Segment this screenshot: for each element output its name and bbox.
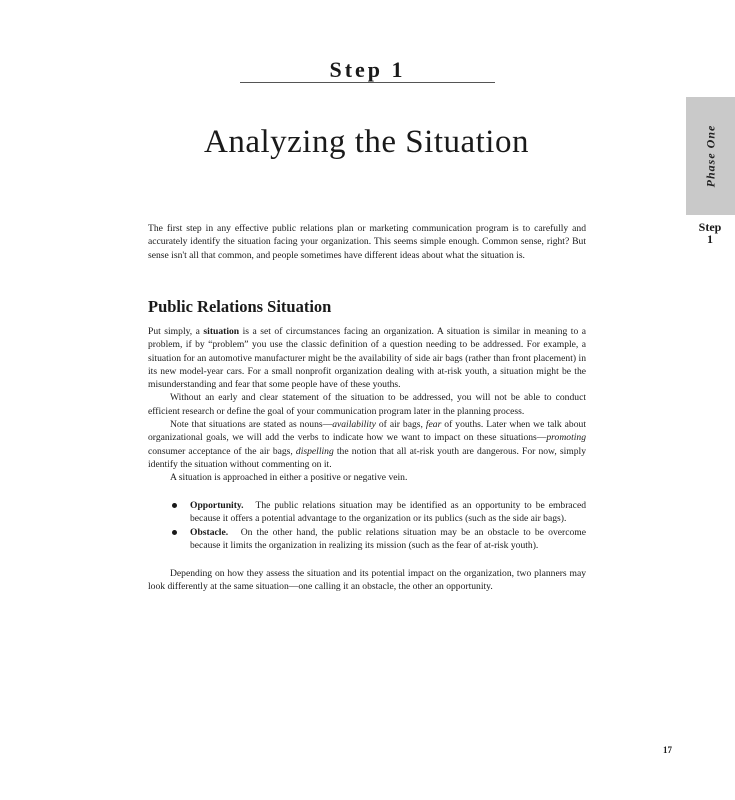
emphasis: dispelling: [295, 445, 334, 457]
side-step-marker: [688, 221, 732, 245]
emphasis: availability: [332, 419, 376, 431]
text-run: consumer acceptance of the air bags,: [148, 445, 296, 457]
text-run: Put simply, a: [148, 326, 204, 337]
intro-section: [148, 222, 586, 262]
step-heading-rule: [240, 82, 495, 83]
side-step-word: Step: [698, 220, 722, 234]
bullet-text: On the other hand, the public relations situation may be an obstacle to be overcome because it limits the organization in realizing its mission (such as the fear of at-risk youth).: [190, 527, 587, 552]
paragraph-conclusion: Depending on how they assess the situation and its potential impact on the organization, two planners may look differently at the same situation—one calling it an obstacle, the other an opportunity.: [148, 567, 586, 593]
bullet-icon: [172, 503, 177, 508]
list-item: [148, 526, 586, 553]
paragraph-nouns: [148, 418, 586, 471]
chapter-title: Analyzing the Situation: [204, 124, 529, 160]
text-run: of air bags,: [375, 419, 426, 431]
text-run: of youths. Later when we talk about organizational goals, we will add the verbs to indicate how we want to impact on these situations—: [148, 419, 586, 444]
paragraph-early-statement: Without an early and clear statement of the situation to be addressed, you will not be able to conduct efficient research or define the goal of your communication program later in the planning process.: [148, 392, 586, 417]
paragraph-definition: [148, 325, 586, 391]
bullet-lead: Opportunity.: [190, 499, 244, 511]
bullet-list: [148, 499, 586, 553]
defined-term: situation: [203, 326, 240, 337]
phase-label: Phase One: [703, 124, 717, 188]
bullet-text: The public relations situation may be identified as an opportunity to be embraced because it offers a potential advantage to the organization or its publics (such as the side air bags).: [190, 499, 586, 524]
bullet-lead: Obstacle.: [190, 527, 229, 539]
text-run: is a set of circumstances facing an organization. A situation is similar in meaning to a problem, if by “problem” you use the classic definition of a question needing to be addressed. For example, a situation for an automotive manufacturer might be the availability of side air bags (rather than front placement) in its new model-year cars. For a small nonprofit organization dealing with at-risk youth, a situation might be the misunderstanding and fear that some people have of these youths.: [148, 326, 586, 391]
section-heading: Public Relations Situation: [148, 297, 332, 316]
list-item: [148, 499, 586, 526]
page-number: 17: [663, 745, 672, 755]
text-run: Note that situations are stated as nouns—: [170, 419, 333, 431]
side-step-number: 1: [707, 232, 713, 246]
emphasis: fear: [425, 419, 442, 431]
step-heading: Step 1: [329, 57, 406, 82]
bullet-icon: [172, 530, 177, 535]
text-run: the notion that all at-risk youth are dangerous. For now, simply identify the situation without commenting on it.: [148, 445, 586, 470]
phase-side-tab: [686, 97, 735, 215]
section-body: [148, 325, 586, 593]
intro-paragraph: The first step in any effective public relations plan or marketing communication program is to carefully and accurately identify the situation facing your organization. This seems simple enough. Common sense, right? But sense isn't all that common, and people sometimes have different ideas about what the situation is.: [148, 223, 586, 261]
emphasis: promoting: [546, 432, 586, 444]
paragraph-vein: A situation is approached in either a positive or negative vein.: [170, 472, 408, 484]
